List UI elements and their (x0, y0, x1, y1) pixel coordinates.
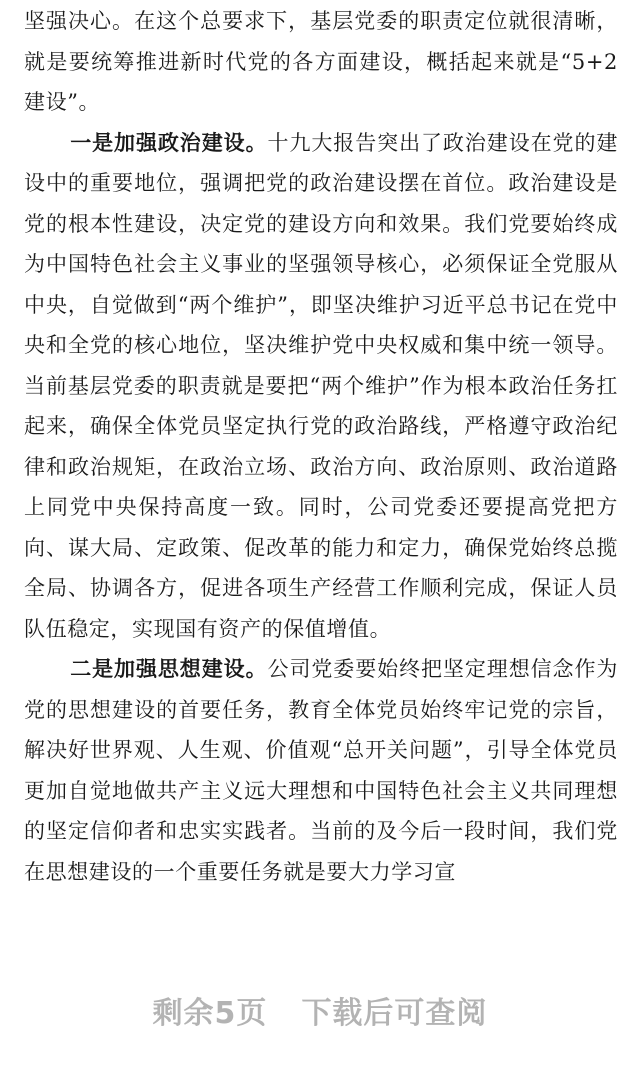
paragraph-text: 公司党委要始终把坚定理想信念作为党的思想建设的首要任务，教育全体党员始终牢记党的宗旨，解决好世界观、人生观、价值观“总开关问题”，引导全体党员更加自觉地做共产主义远大理想和中国特色社会主义共同理想的坚定信仰者和忠实实践者。当前的及今后一段时间，我们党在思想建设的一个重要任务就是要大力学习宣 (24, 657, 618, 884)
paragraph-text: 坚强决心。在这个总要求下，基层党委的职责定位就很清晰，就是要统筹推进新时代党的各方面建设，概括起来就是“5+2建设”。 (24, 9, 618, 114)
download-to-view-label: 下载后可查阅 (301, 996, 488, 1031)
document-page (24, 0, 618, 892)
remaining-pages-label: 剩余5页 (152, 996, 268, 1031)
paragraph-intro (24, 0, 618, 123)
paragraph-text: 十九大报告突出了政治建设在党的建设中的重要地位，强调把党的政治建设摆在首位。政治建设是党的根本性建设，决定党的建设方向和效果。我们党要始终成为中国特色社会主义事业的坚强领导核心，必须保证全党服从中央，自觉做到“两个维护”，即坚决维护习近平总书记在党中央和全党的核心地位，坚决维护党中央权威和集中统一领导。当前基层党委的职责就是要把“两个维护”作为根本政治任务扛起来，确保全体党员坚定执行党的政治路线，严格遵守政治纪律和政治规矩，在政治立场、政治方向、政治原则、政治道路上同党中央保持高度一致。同时，公司党委还要提高党把方向、谋大局、定政策、促改革的能力和定力，确保党始终总揽全局、协调各方，促进各项生产经营工作顺利完成，保证人员队伍稳定，实现国有资产的保值增值。 (24, 130, 618, 641)
paragraph-ideological-construction (24, 649, 618, 892)
paragraph-lead: 一是加强政治建设。 (70, 129, 268, 155)
paragraph-political-construction (24, 123, 618, 650)
download-prompt[interactable] (0, 988, 640, 1032)
paragraph-lead: 二是加强思想建设。 (70, 656, 268, 681)
